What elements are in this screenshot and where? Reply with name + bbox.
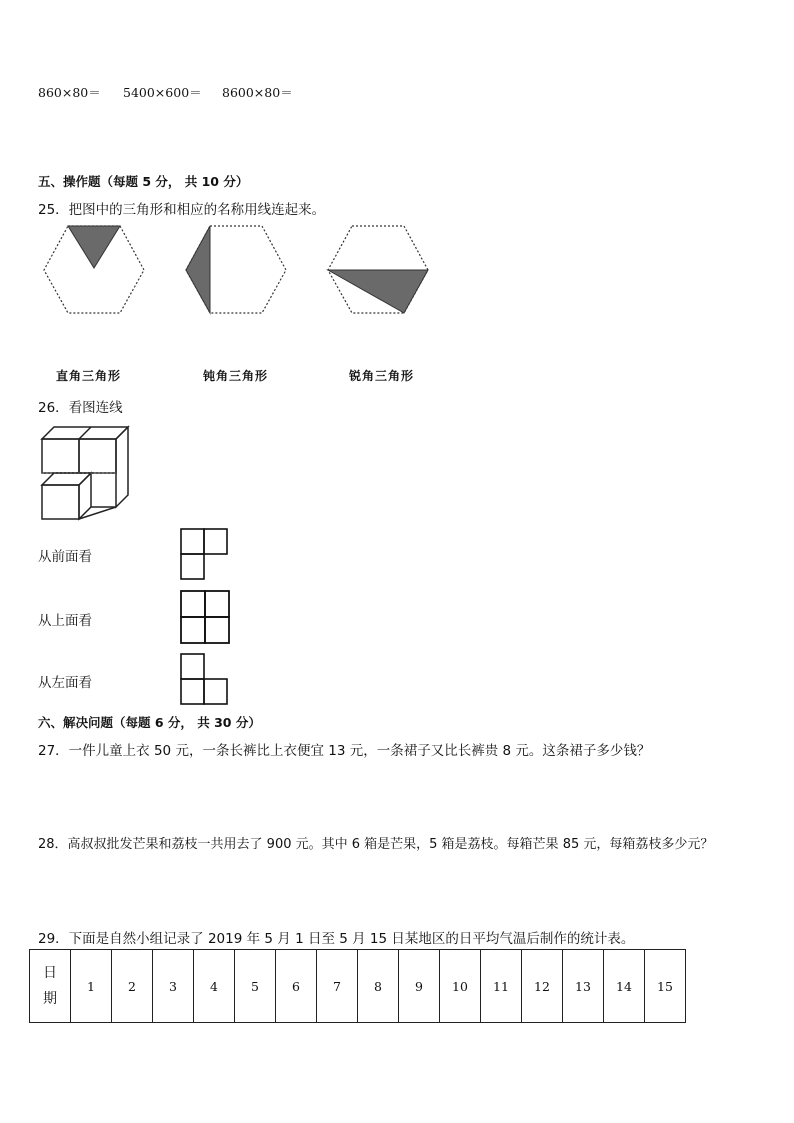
calc-item-1: 860×80＝ — [38, 85, 101, 100]
day-cell-7: 7 — [317, 950, 358, 1023]
day-cell-15: 15 — [645, 950, 686, 1023]
day-cell-2: 2 — [112, 950, 153, 1023]
label-right-triangle: 直角三角形 — [56, 369, 122, 383]
day-cell-3: 3 — [153, 950, 194, 1023]
day-cell-8: 8 — [358, 950, 399, 1023]
header-char-2: 期 — [43, 991, 57, 1007]
view-shape-2 — [180, 589, 232, 645]
q29-text: 29．下面是自然小组记录了 2019 年 5 月 1 日至 5 月 15 日某地区的日平均气温后制作的统计表。 — [38, 931, 635, 947]
triangle-acute-3 — [328, 270, 428, 313]
header-char-1: 日 — [43, 965, 57, 981]
day-cell-10: 10 — [440, 950, 481, 1023]
cube-solid-figure — [40, 425, 130, 520]
day-cell-4: 4 — [194, 950, 235, 1023]
label-acute-triangle: 锐角三角形 — [349, 369, 415, 383]
day-cell-12: 12 — [522, 950, 563, 1023]
triangle-right-angle-1 — [68, 226, 120, 268]
calc-item-2: 5400×600＝ — [123, 85, 202, 100]
hexagon-figure-3 — [326, 224, 430, 316]
triangle-obtuse-2 — [186, 226, 210, 313]
day-cell-9: 9 — [399, 950, 440, 1023]
q28-text: 28．高叔叔批发芒果和荔枝一共用去了 900 元。其中 6 箱是芒果，5 箱是荔枝。每箱芒果 85 元，每箱荔枝多少元？ — [38, 837, 714, 852]
day-cell-6: 6 — [276, 950, 317, 1023]
table-header-cell — [30, 950, 71, 1023]
view-shape-3 — [180, 653, 230, 707]
hexagon-figure-2 — [184, 224, 288, 316]
view-label-left: 从左面看 — [38, 675, 92, 691]
q25-text: 25．把图中的三角形和相应的名称用线连起来。 — [38, 202, 326, 218]
day-cell-5: 5 — [235, 950, 276, 1023]
section-6-title: 六、解决问题（每题 6 分， 共 30 分） — [38, 715, 261, 730]
table-row — [30, 950, 686, 1023]
day-cell-11: 11 — [481, 950, 522, 1023]
day-cell-1: 1 — [71, 950, 112, 1023]
q27-text: 27．一件儿童上衣 50 元，一条长裤比上衣便宜 13 元，一条裙子又比长裤贵 8 元。这条裙子多少钱？ — [38, 743, 651, 759]
view-label-front: 从前面看 — [38, 549, 92, 565]
day-cell-14: 14 — [604, 950, 645, 1023]
q26-text: 26．看图连线 — [38, 400, 123, 416]
calc-item-3: 8600×80＝ — [222, 85, 293, 100]
view-label-top: 从上面看 — [38, 613, 92, 629]
day-cell-13: 13 — [563, 950, 604, 1023]
view-shape-1 — [180, 528, 230, 582]
hexagon-figure-1 — [42, 224, 146, 316]
label-obtuse-triangle: 钝角三角形 — [203, 369, 269, 383]
section-5-title: 五、操作题（每题 5 分， 共 10 分） — [38, 174, 249, 189]
temperature-table — [29, 949, 686, 1023]
